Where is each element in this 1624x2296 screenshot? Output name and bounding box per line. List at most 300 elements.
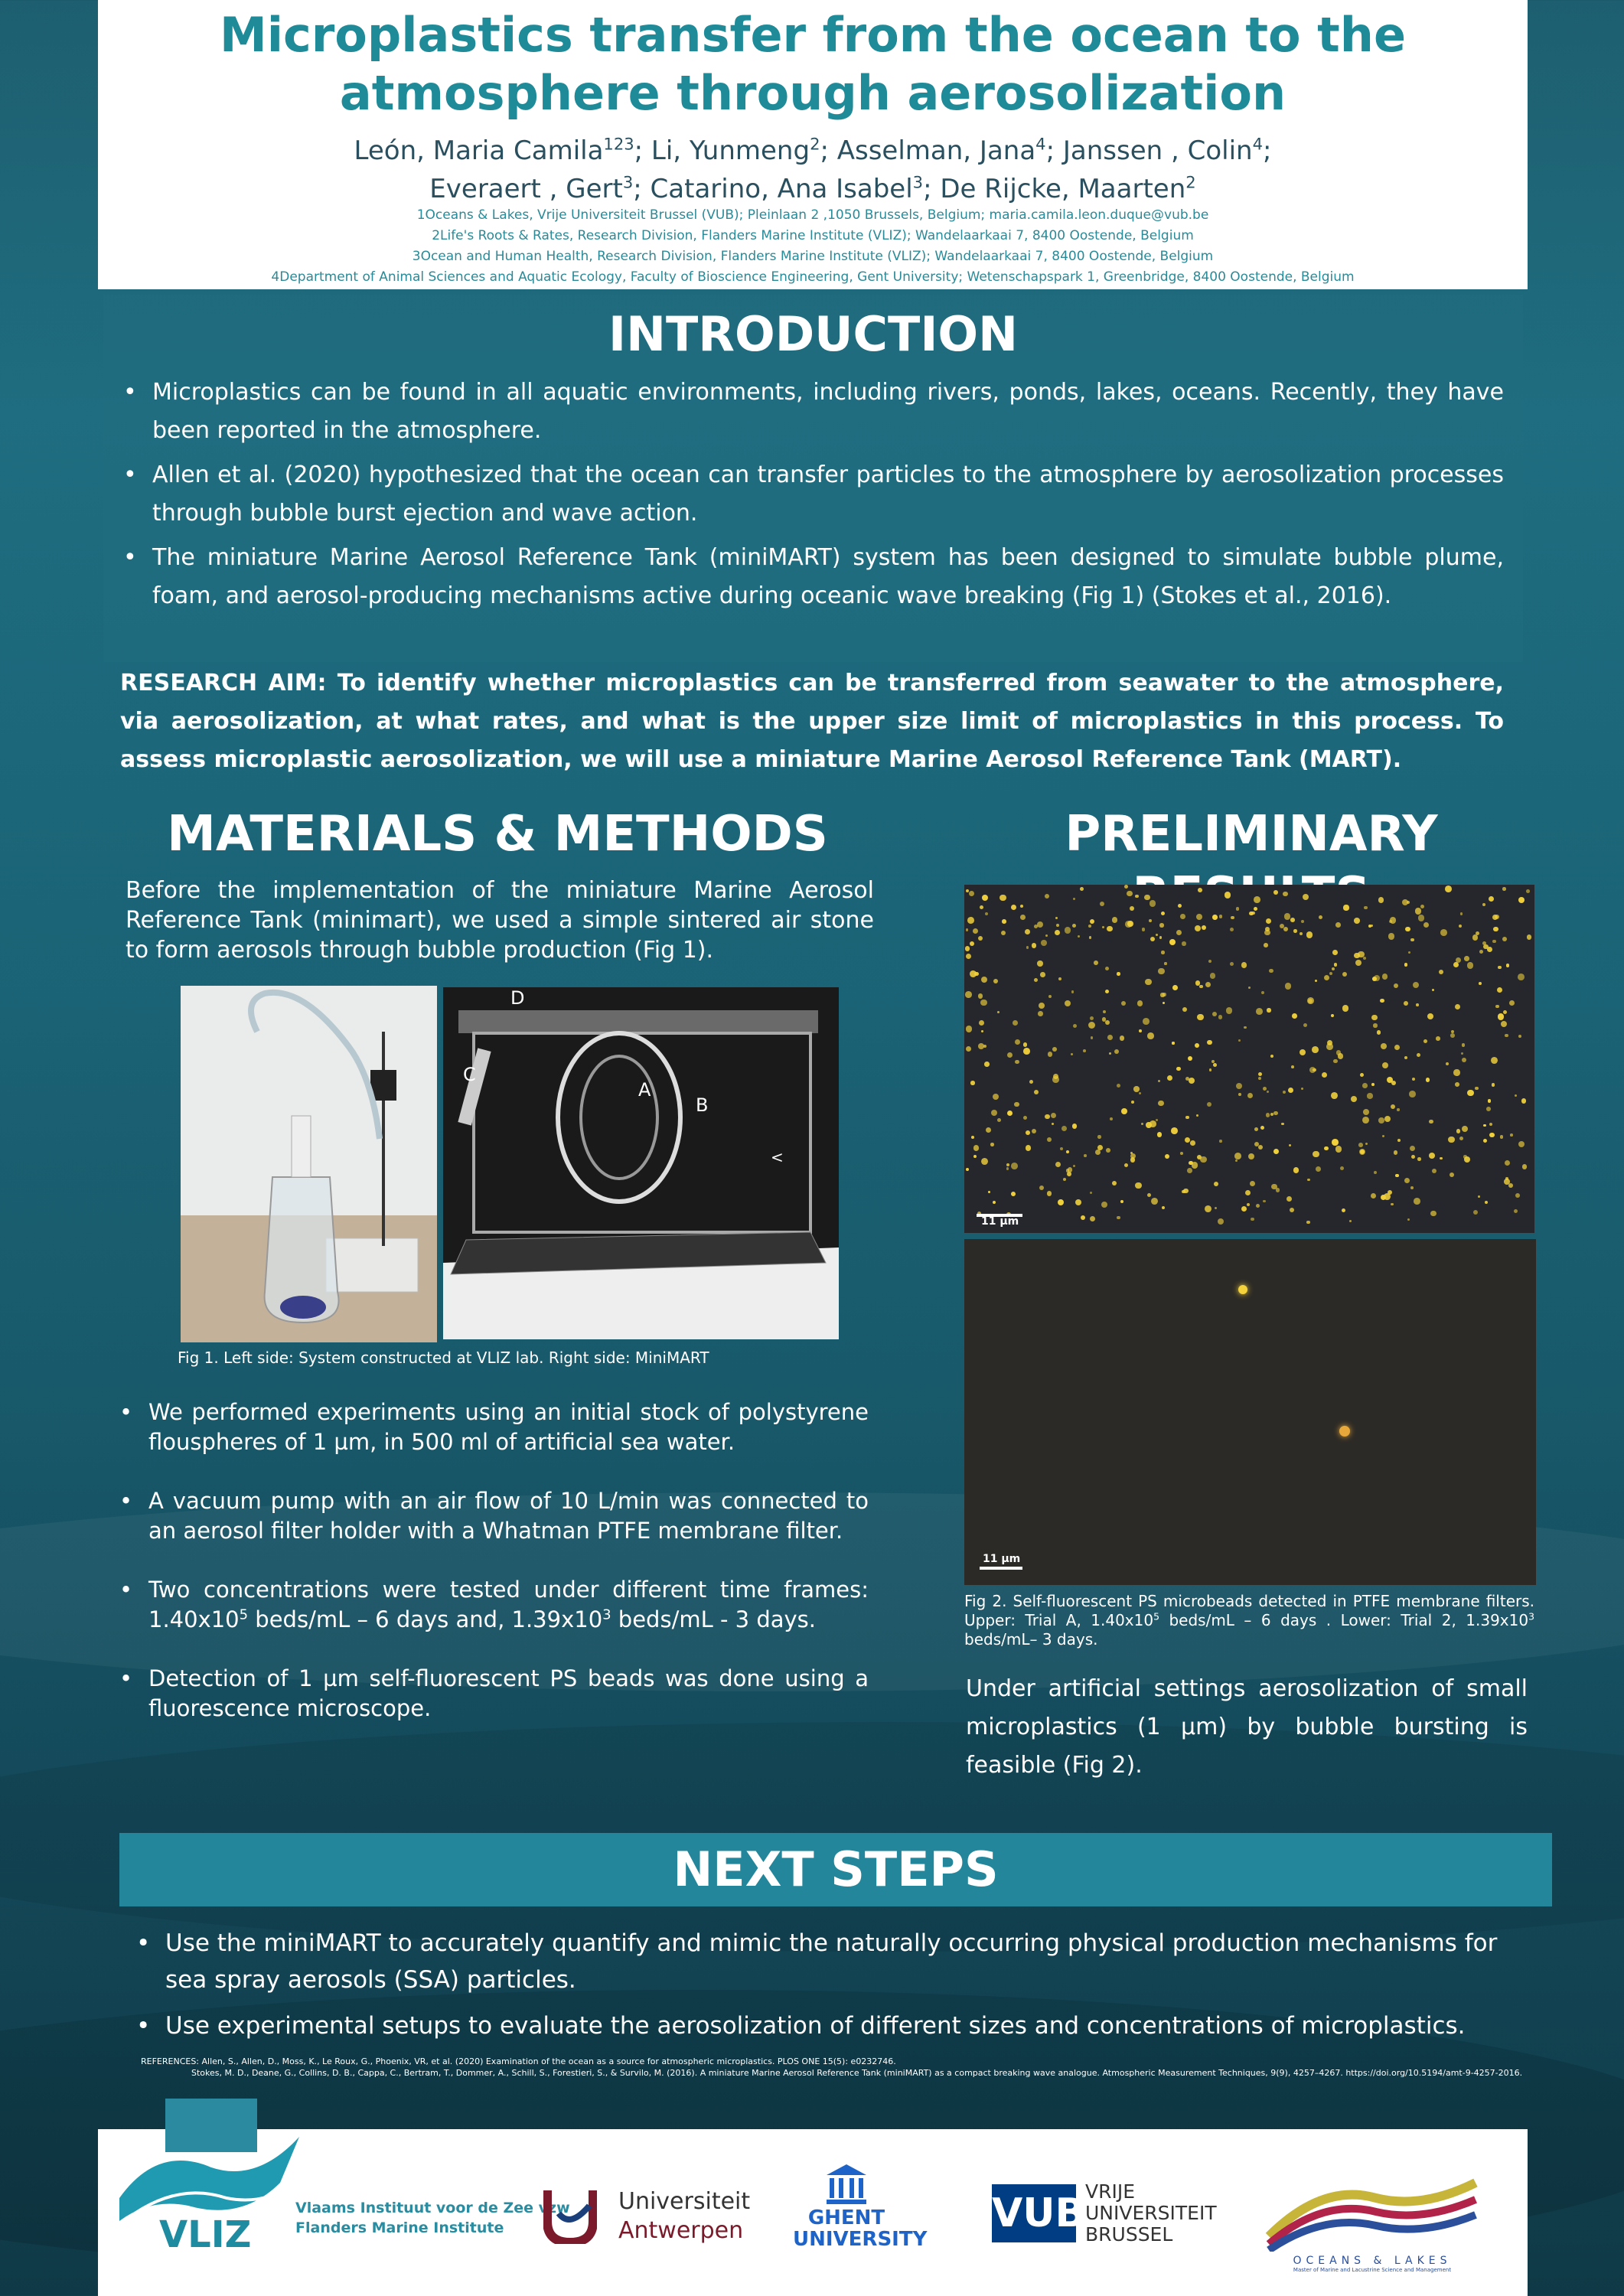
microbead: [1159, 936, 1163, 939]
vub-logo: VUB: [992, 2184, 1076, 2242]
microbead: [1073, 898, 1075, 900]
microbead: [1055, 1162, 1061, 1167]
microbead: [965, 991, 972, 998]
microbead: [1382, 1135, 1385, 1138]
microbead: [1502, 887, 1506, 891]
microbead: [1247, 1203, 1250, 1206]
microbead: [1052, 1047, 1057, 1052]
microbead: [1502, 937, 1507, 941]
microbead: [1089, 936, 1091, 938]
next-steps-heading: NEXT STEPS: [673, 1841, 999, 1897]
microbead: [1478, 1195, 1480, 1198]
next-steps-list: [132, 1925, 1544, 2053]
microbead: [1485, 1201, 1488, 1204]
microbead: [1378, 1117, 1384, 1124]
microbead: [1397, 1108, 1399, 1110]
microbead: [1432, 989, 1434, 991]
author-affiliation-index: 4: [1035, 134, 1046, 154]
microbead: [1456, 957, 1461, 963]
microbead: [1417, 1053, 1420, 1057]
microbead: [1131, 1101, 1134, 1104]
microbead: [1158, 1101, 1164, 1107]
microbead: [1420, 905, 1424, 908]
microbead: [1521, 1098, 1526, 1103]
microbead: [1362, 1083, 1368, 1088]
microbead: [991, 1110, 997, 1116]
microbead: [1213, 1063, 1217, 1067]
microbead: [1117, 972, 1120, 976]
microbead: [1264, 943, 1268, 947]
microbead: [1006, 1167, 1009, 1170]
microbead: [1410, 1146, 1415, 1151]
minimart-photo: [443, 987, 839, 1339]
vub-logo-text: VRIJE UNIVERSITEIT BRUSSEL: [1085, 2180, 1217, 2245]
oceans-lakes-logo: OCEANS & LAKES Master of Marine and Lacustrine Science and Management: [1261, 2167, 1483, 2282]
microbead: [1180, 914, 1185, 919]
microbead: [1410, 938, 1414, 941]
microbead: [1359, 1149, 1365, 1155]
microbead: [1391, 1081, 1396, 1085]
microbead: [1073, 1165, 1075, 1167]
microbead: [1273, 890, 1278, 895]
microbead: [1526, 889, 1530, 893]
microbead: [1189, 1161, 1193, 1166]
fig-label-b: B: [696, 1094, 709, 1116]
microbead: [1382, 1062, 1388, 1068]
methods-intro: Before the implementation of the miniature Marine Aerosol Reference Tank (minimart), we used a simple sintered air stone to form aerosols through bubble production (Fig 1).: [126, 877, 874, 964]
microbead: [1332, 1139, 1339, 1146]
microbead: [1381, 1043, 1387, 1049]
microbead: [1127, 921, 1133, 927]
vliz-text: Vlaams Instituut voor de Zee vzw Flanders Marine Institute: [295, 2200, 570, 2236]
microbead: [1207, 1102, 1211, 1107]
microbead: [1461, 1052, 1463, 1055]
microbead: [1121, 1001, 1126, 1006]
microbead: [1245, 1190, 1251, 1195]
microbead: [1495, 1005, 1498, 1008]
author-name: Asselman, Jana: [836, 135, 1036, 166]
microbead: [1501, 1021, 1507, 1027]
microbead: [1503, 1010, 1507, 1014]
microbead: [993, 979, 998, 983]
microbead: [1007, 1052, 1013, 1058]
microbead: [1479, 982, 1482, 985]
microbead: [1384, 1116, 1391, 1122]
microbead: [1101, 1202, 1107, 1208]
fig-label-c: C: [463, 1064, 476, 1085]
microbead: [1106, 1148, 1110, 1153]
microbead: [1226, 1007, 1232, 1013]
microbead: [978, 993, 983, 998]
microbead: [1015, 1060, 1019, 1064]
author-name: De Rijcke, Maarten: [940, 174, 1186, 204]
fig-label-arrow: <: [771, 1148, 784, 1166]
microbead: [1142, 928, 1145, 931]
microbead: [1124, 885, 1128, 889]
microbead: [1342, 1005, 1348, 1011]
microbead: [1456, 1129, 1460, 1133]
microbead: [1301, 920, 1304, 923]
microbead: [1284, 913, 1290, 919]
microbead: [1088, 925, 1091, 928]
microbead: [1518, 897, 1525, 903]
microbead: [1261, 991, 1264, 994]
microbead: [1316, 1166, 1321, 1172]
microbead: [1137, 1000, 1143, 1006]
microbead: [1102, 926, 1104, 928]
antwerp-logo-text: Universiteit Antwerpen: [618, 2188, 751, 2244]
microbead: [1025, 929, 1030, 934]
microbead: [1283, 892, 1287, 896]
microbead: [1266, 918, 1271, 924]
microbead: [1364, 906, 1368, 910]
microbead: [1394, 1045, 1400, 1050]
microbead: [971, 1136, 974, 1139]
microbead: [1139, 1029, 1142, 1032]
microbead: [1157, 1132, 1162, 1137]
microbead: [997, 1011, 1000, 1013]
microbead: [1463, 1155, 1467, 1159]
microbead: [1510, 1133, 1513, 1137]
microbead: [1367, 1093, 1372, 1098]
microbead: [1130, 906, 1134, 911]
microbead: [1225, 892, 1231, 899]
methods-list: [115, 1397, 869, 1753]
microbead: [1407, 1218, 1410, 1221]
microbead: [1037, 960, 1043, 967]
microbead: [1464, 956, 1469, 961]
microbead: [1195, 925, 1201, 931]
list-item: • We performed experiments using an initial stock of polystyrene flouspheres of 1 µm, in 500 ml of artificial sea water.: [115, 1397, 869, 1457]
microbead: [1058, 977, 1061, 980]
microbead: [969, 891, 974, 896]
microbead: [1371, 1193, 1376, 1199]
microbead: [1518, 1141, 1525, 1147]
microbead: [1167, 1075, 1172, 1081]
microbead: [1404, 963, 1407, 966]
microbead: [978, 936, 983, 941]
microbead: [990, 1143, 994, 1146]
microbead: [1238, 1039, 1241, 1042]
microbead: [1090, 1016, 1094, 1020]
microbead: [1107, 926, 1113, 932]
microbead: [1001, 931, 1006, 935]
microbead: [1518, 974, 1525, 980]
microbead: [1065, 927, 1071, 934]
microbead: [1241, 962, 1247, 967]
microbead: [1105, 1020, 1110, 1025]
microbead: [1176, 930, 1182, 935]
microbead: [1141, 1123, 1143, 1125]
microbead: [1426, 1078, 1430, 1082]
antwerp-logo-icon: [543, 2190, 597, 2244]
microbead: [1047, 1137, 1052, 1142]
microbead: [1212, 1012, 1217, 1016]
microbead: [1212, 915, 1218, 920]
microbead: [1300, 1049, 1306, 1055]
microbead: [1423, 1039, 1427, 1043]
microbead: [1195, 1043, 1199, 1048]
microbead: [1258, 1072, 1262, 1076]
microbead: [965, 946, 970, 951]
microbead: [1250, 1181, 1255, 1186]
microbead: [1188, 1056, 1192, 1061]
microbead: [1402, 899, 1408, 905]
microbead: [1479, 950, 1483, 954]
list-item: • Two concentrations were tested under different time frames: $1.40x10^5$ beds/mL – 6 days and, $1.39x10^3$ beds/mL - 3 days.: [115, 1575, 869, 1635]
references: REFERENCES: Allen, S., Allen, D., Moss, K., Le Roux, G., Phoenix, VR, et al. (2020) Examination of the ocean as a source for atmospheric microplastics. PLOS ONE 15(5): e0232746. Stokes, M. D., Deane, G., Collins, D. B., Cappa, C., Bertram, T., Dommer, A., Schill, S., Forestieri, S., & Survilo, M. (2016). A miniature Marine Aerosol Reference Tank (miniMART) as a compact breaking wave analogue. Atmospheric Measurement Techniques, 9(9), 4257–4267. https://doi.org/10.5194/amt-9-4257-2016.: [141, 2056, 1523, 2078]
microbead: [1156, 934, 1158, 936]
microbead: [1248, 987, 1251, 989]
microbead: [1349, 1220, 1352, 1222]
microbead: [1462, 1126, 1468, 1132]
microbead: [1453, 1069, 1459, 1075]
microbead: [1112, 1181, 1117, 1186]
microbead: [1384, 1193, 1391, 1200]
microbead: [1416, 1003, 1419, 1006]
microbead: [1075, 1199, 1081, 1205]
microbead: [1467, 1090, 1474, 1097]
microbead: [1427, 1013, 1433, 1019]
microbead: [1055, 930, 1060, 935]
header-panel: [98, 0, 1528, 289]
microbead: [1052, 1123, 1054, 1125]
microbead: [1475, 1087, 1479, 1091]
microbead: [1208, 960, 1211, 963]
microbead: [1171, 1127, 1178, 1134]
affiliations: 1Oceans & Lakes, Vrije Universiteit Brussel (VUB); Pleinlaan 2 ,1050 Brussels, Belgium; maria.camila.leon.duque@vub.be 2Life's Roots & Rates, Research Division, Flanders Marine Institute (VLIZ); Wandelaarkaai 7, 8400 Oostende, Belgium 3Ocean and Human Health, Research Division, Flanders Marine Institute (VLIZ); Wandelaarkaai 7, 8400 Oostende, Belgium 4Department of Animal Sciences and Aquatic Ecology, Faculty of Bioscience Engineering, Gent University; Wetenschapspark 1, Greenbridge, 8400 Oostende, Belgium: [271, 207, 1355, 285]
microbead: [1251, 1218, 1254, 1221]
microbead: [1158, 968, 1164, 974]
microbead: [1121, 1108, 1127, 1114]
microbead: [1258, 1145, 1264, 1150]
microbead: [1055, 917, 1058, 919]
microbead: [1198, 888, 1202, 892]
microbead: [1492, 915, 1498, 920]
microbead: [1489, 1133, 1494, 1137]
microbead: [1230, 962, 1234, 966]
microbead: [1196, 1114, 1198, 1117]
microbead: [1455, 1004, 1460, 1009]
author-affiliation-index: 2: [810, 134, 820, 154]
microbead: [1107, 1035, 1113, 1040]
microbead: [1090, 919, 1094, 924]
microbead: [1285, 983, 1291, 989]
microbead: [1483, 1139, 1487, 1143]
microbead: [1263, 1087, 1267, 1091]
microbead: [981, 1030, 983, 1032]
microbead: [980, 905, 983, 909]
microbead: [1362, 1117, 1369, 1124]
microbead: [1505, 1034, 1508, 1038]
microbead: [1165, 1154, 1169, 1159]
microbead: [1291, 1065, 1294, 1068]
microbead: [1135, 1182, 1142, 1189]
microbead: [1514, 1209, 1518, 1214]
microbead: [967, 917, 974, 924]
microbead: [1143, 1018, 1150, 1025]
microbead: [1163, 1002, 1165, 1004]
microbead: [1522, 1164, 1528, 1169]
microbead: [1358, 1143, 1363, 1147]
microbead: [1230, 928, 1234, 931]
author-affiliation-index: 123: [603, 134, 634, 154]
microbead: [1056, 924, 1059, 927]
author-affiliation-index: 3: [912, 172, 924, 192]
microbead: [1289, 1144, 1291, 1146]
microbead: [1462, 1043, 1465, 1046]
microbead: [1124, 1163, 1128, 1167]
microbead: [1090, 1216, 1095, 1221]
microbead: [1185, 1116, 1189, 1119]
microbead: [1408, 951, 1410, 954]
microbead: [1331, 1092, 1338, 1099]
microbead: [1365, 1143, 1368, 1145]
microbead: [1292, 1013, 1297, 1019]
microbead: [1260, 1126, 1264, 1130]
microbead: [1254, 907, 1257, 911]
microbead: [1045, 894, 1050, 899]
microbead: [1020, 905, 1024, 908]
microbead: [1363, 957, 1366, 960]
microbead: [1489, 1123, 1492, 1126]
microbead: [1492, 1083, 1495, 1086]
introduction-heading: INTRODUCTION: [608, 306, 1018, 362]
microbead: [993, 1094, 1000, 1101]
microbead: [1169, 939, 1176, 945]
microbead: [1440, 929, 1447, 936]
microbead: [1404, 1178, 1410, 1183]
microbead: [1051, 1113, 1056, 1118]
microbead: [1231, 916, 1234, 920]
microbead: [1048, 1052, 1052, 1056]
author-affiliation-index: 4: [1252, 134, 1263, 154]
microbead: [1273, 1149, 1279, 1154]
microbead: [1374, 1171, 1377, 1174]
microbead: [1238, 1093, 1241, 1096]
microbead: [1117, 1216, 1120, 1220]
microbead: [1066, 1150, 1069, 1153]
microbead: [1324, 1146, 1329, 1151]
microbead: [1371, 1083, 1375, 1086]
author-name: León, Maria Camila: [354, 135, 604, 166]
microbead: [1238, 1285, 1247, 1294]
microbead: [988, 1191, 990, 1193]
microbead: [1515, 1193, 1520, 1198]
microbead: [985, 912, 988, 915]
microbead: [1453, 962, 1459, 967]
microbead: [1270, 1055, 1273, 1058]
list-item: • Use experimental setups to evaluate the aerosolization of different sizes and concentrations of microplastics.: [132, 2007, 1544, 2044]
microbead: [1248, 1153, 1254, 1159]
microbead: [1391, 1203, 1393, 1205]
microbead: [1029, 1080, 1034, 1084]
microbead: [1380, 999, 1384, 1003]
microbead: [1041, 940, 1047, 946]
results-text: Under artificial settings aerosolization of small microplastics (1 µm) by bubble bursting is feasible (Fig 2).: [966, 1675, 1528, 1779]
author-name: Everaert , Gert: [429, 174, 623, 204]
microbead: [1205, 982, 1211, 987]
microbead: [1014, 1102, 1019, 1107]
microbead: [1039, 1186, 1044, 1190]
microbead: [1023, 1048, 1030, 1055]
microbead: [966, 1168, 969, 1171]
microbead: [1072, 1124, 1077, 1128]
microbead: [1045, 934, 1048, 937]
microbead: [1506, 964, 1509, 967]
microbead: [1335, 922, 1341, 928]
microbead: [1290, 1208, 1294, 1212]
microbead: [1020, 915, 1026, 920]
microbead: [1146, 1122, 1152, 1128]
microbead: [1047, 1191, 1052, 1196]
list-item: • A vacuum pump with an air flow of 10 L/min was connected to an aerosol filter holder with a Whatman PTFE membrane filter.: [115, 1486, 869, 1546]
microbead: [1333, 1059, 1338, 1064]
microbead: [1109, 1052, 1111, 1055]
microbead: [1476, 931, 1479, 935]
microbead: [1288, 1088, 1293, 1093]
microbead: [1251, 912, 1255, 915]
microbead: [1002, 919, 1006, 924]
microbead: [1270, 1113, 1273, 1116]
list-item: • Allen et al. (2020) hypothesized that the ocean can transfer particles to the atmosphere by aerosolization processes through bubble burst ejection and wave action.: [119, 456, 1504, 533]
microbead: [966, 1046, 971, 1052]
microbead: [1100, 902, 1104, 906]
microbead: [1151, 1198, 1158, 1205]
microbead: [1144, 895, 1150, 900]
microbead: [966, 928, 968, 931]
microbead: [1182, 1007, 1187, 1012]
microbead: [1273, 1111, 1278, 1116]
microbead: [1263, 1200, 1266, 1203]
microbead: [1190, 1140, 1195, 1146]
microbead: [1446, 1062, 1449, 1065]
list-item: • Microplastics can be found in all aquatic environments, including rivers, ponds, lakes, oceans. Recently, they have been reported in the atmosphere.: [119, 373, 1504, 450]
microbead: [1483, 1124, 1486, 1127]
microbead: [1312, 1046, 1319, 1053]
vliz-logo: VLIZ: [112, 2099, 303, 2259]
microbead: [1417, 1157, 1421, 1161]
scale-label: 11 µm: [981, 1215, 1019, 1228]
microbead: [1343, 905, 1348, 910]
microbead: [1313, 1151, 1319, 1158]
microbead: [1150, 937, 1155, 941]
microbead: [997, 1118, 1001, 1122]
microbead: [1072, 924, 1076, 928]
microbead: [1032, 943, 1036, 947]
microbead: [1351, 1096, 1357, 1102]
microbead: [1445, 885, 1452, 892]
microbead: [1303, 894, 1309, 900]
microbead: [1026, 1145, 1031, 1150]
microbead: [1127, 891, 1133, 897]
microbead: [1189, 1078, 1195, 1084]
microbead: [1176, 1067, 1181, 1071]
microbead: [1308, 999, 1313, 1003]
microbead: [983, 1045, 986, 1048]
microbead: [1105, 990, 1109, 993]
microbead: [1313, 1068, 1316, 1072]
microbead: [1397, 1139, 1401, 1142]
microbead: [1368, 925, 1371, 928]
microbead: [1034, 1090, 1039, 1094]
microbead: [1414, 1198, 1420, 1205]
microbead: [973, 928, 978, 934]
microbead: [1355, 960, 1361, 966]
microbead: [1269, 969, 1273, 974]
microbead: [1254, 1127, 1258, 1131]
microbead: [1319, 915, 1322, 919]
